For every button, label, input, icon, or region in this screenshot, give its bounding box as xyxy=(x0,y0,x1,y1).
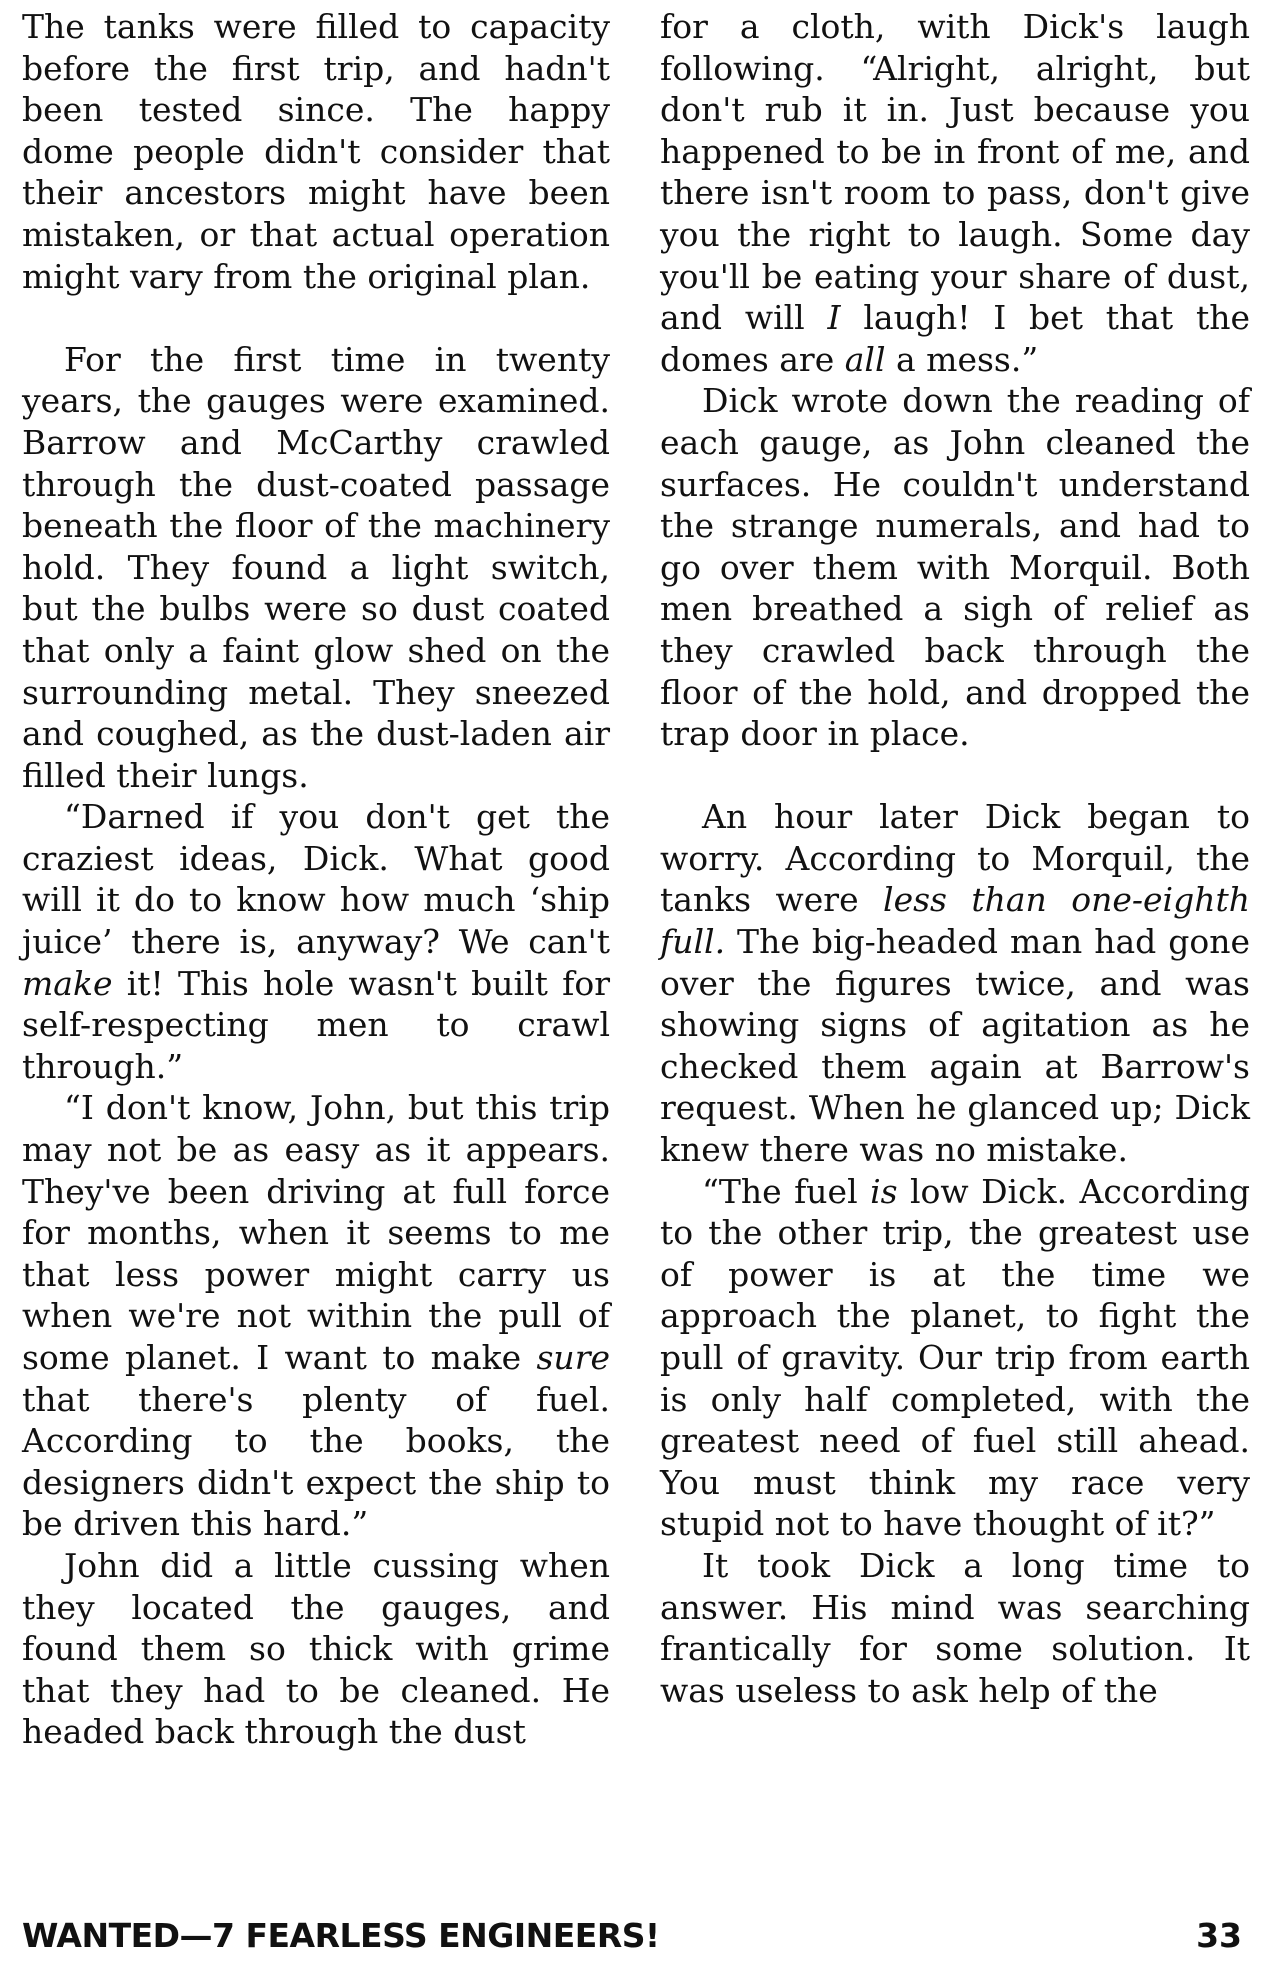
right-paragraph-2: Dick wrote down the reading of each gauge, as John cleaned the surfaces. He couldn't understand the strange numerals, and had to go over them with Morquil. Both men breathed a sigh of relief as they crawled back through the floor of the hold, and dropped the trap door in place. xyxy=(660,381,1250,754)
left-paragraph-1: The tanks were filled to capacity before the first trip, and hadn't been tested since. The happy dome people didn't consider that their ancestors might have been mistaken, or that actual operation might vary from the original plan. xyxy=(22,7,610,296)
left-paragraph-2: For the first time in twenty years, the gauges were examined. Barrow and McCarthy crawled through the dust-coated passage beneath the floor of the machinery hold. They found a light switch, but the bulbs were so dust coated that only a faint glow shed on the surrounding metal. They sneezed and coughed, as the dust-laden air filled their lungs. xyxy=(22,339,610,795)
right-paragraph-1-emphasis-1: I xyxy=(827,298,841,338)
right-paragraph-3-emphasis: less than one-eighth full. xyxy=(660,880,1250,962)
left-paragraph-4 xyxy=(22,1087,610,1545)
page-number: 33 xyxy=(1196,1916,1242,1955)
left-paragraph-3-part-b: it! This hole wasn't built for self-respecting men to crawl through.” xyxy=(22,963,610,1086)
right-paragraph-4-part-a: “The fuel xyxy=(702,1171,871,1211)
right-paragraph-1-part-b: laugh! I bet that the domes are xyxy=(660,298,1250,379)
left-paragraph-4-part-b: that there's plenty of fuel. According to the books, the designers didn't expect the ship to be driven this hard.” xyxy=(22,1379,610,1544)
right-paragraph-1-part-a: for a cloth, with Dick's laugh following. “Alright, alright, but don't rub it in. Just because you happened to be in front of me, and there isn't room to pass, don't give you the right to laugh. Some day you'll be eating your share of dust, and will xyxy=(660,7,1250,338)
right-paragraph-1-emphasis-2: all xyxy=(844,339,886,379)
page-footer xyxy=(22,1916,1242,1964)
right-paragraph-5: It took Dick a long time to answer. His mind was searching frantically for some solution. It was useless to ask help of the xyxy=(660,1545,1250,1710)
running-title: WANTED—7 FEARLESS ENGINEERS! xyxy=(22,1916,660,1955)
right-paragraph-3 xyxy=(660,796,1250,1170)
left-paragraph-4-part-a: “I don't know, John, but this trip may not be as easy as it appears. They've been driving at full force for months, when it seems to me that less power might carry us when we're not within the pull of some planet. I want to make xyxy=(22,1088,610,1377)
left-paragraph-3-part-a: “Darned if you don't get the craziest ideas, Dick. What good will it do to know how much ‘ship juice’ there is, anyway? We can't xyxy=(22,797,610,962)
right-column xyxy=(660,6,1250,1711)
left-column xyxy=(22,6,610,1753)
left-paragraph-3-emphasis: make xyxy=(22,963,113,1003)
right-paragraph-4-part-b: low Dick. According to the other trip, the greatest use of power is at the time we approach the planet, to fight the pull of gravity. Our trip from earth is only half completed, with the greatest need of fuel still ahead. You must think my race very stupid not to have thought of it?” xyxy=(660,1171,1250,1544)
left-paragraph-5: John did a little cussing when they located the gauges, and found them so thick with grime that they had to be cleaned. He headed back through the dust xyxy=(22,1545,610,1752)
right-paragraph-4-emphasis: is xyxy=(870,1171,898,1211)
left-paragraph-4-emphasis: sure xyxy=(536,1338,610,1377)
right-paragraph-3-part-b: The big-headed man had gone over the figures twice, and was showing signs of agitation as he checked them again at Barrow's request. When he glanced up; Dick knew there was no mistake. xyxy=(660,922,1250,1170)
right-paragraph-1-part-c: a mess.” xyxy=(885,339,1039,379)
left-paragraph-3 xyxy=(22,796,610,1087)
right-paragraph-4 xyxy=(660,1171,1250,1545)
right-paragraph-3-part-a: An hour later Dick began to worry. According to Morquil, the tanks were xyxy=(660,797,1250,920)
right-paragraph-1 xyxy=(660,6,1250,380)
